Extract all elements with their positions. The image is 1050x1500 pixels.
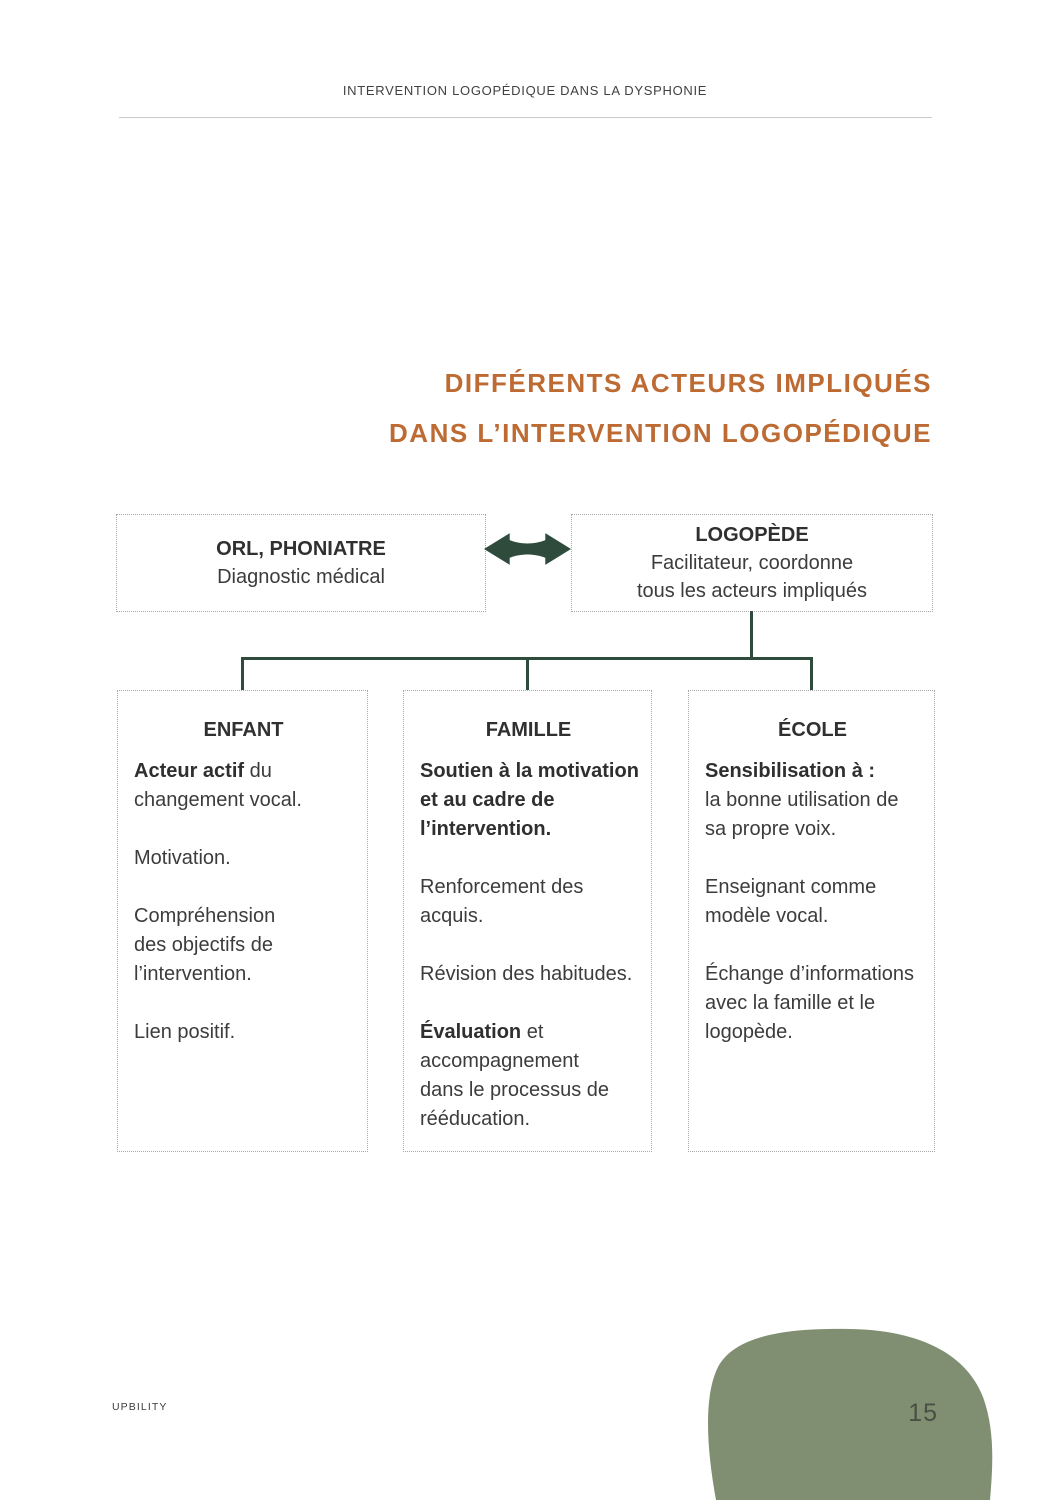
text-line: accompagnement bbox=[420, 1050, 579, 1072]
text-line: l’intervention. bbox=[134, 963, 252, 985]
box-subtitle-line: Facilitateur, coordonne bbox=[650, 552, 854, 574]
text-line: Acteur actif du bbox=[134, 760, 272, 782]
paragraph bbox=[420, 1018, 637, 1134]
decorative-green-blob bbox=[700, 1325, 1005, 1500]
text-line: Révision des habitudes. bbox=[420, 963, 633, 985]
box-ecole bbox=[688, 690, 935, 1152]
box-famille bbox=[403, 690, 652, 1152]
text-line: la bonne utilisation de bbox=[705, 789, 899, 811]
text-line: changement vocal. bbox=[134, 789, 302, 811]
header-divider bbox=[119, 117, 932, 118]
text-line: sa propre voix. bbox=[705, 818, 837, 840]
box-body bbox=[705, 757, 920, 1047]
double-arrow-icon bbox=[484, 531, 571, 567]
text-line: Évaluation et bbox=[420, 1021, 544, 1043]
connector-vertical-logopede bbox=[750, 611, 753, 658]
paragraph bbox=[705, 757, 920, 844]
paragraph bbox=[705, 873, 920, 931]
paragraph bbox=[420, 960, 637, 989]
box-enfant bbox=[117, 690, 368, 1152]
text-line: Lien positif. bbox=[134, 1021, 236, 1043]
box-title: ENFANT bbox=[203, 719, 284, 741]
text-line: modèle vocal. bbox=[705, 905, 829, 927]
page-title bbox=[389, 358, 932, 458]
box-subtitle-line: Diagnostic médical bbox=[217, 566, 385, 588]
text-line: des objectifs de bbox=[134, 934, 273, 956]
text-line: Échange d’informations bbox=[705, 963, 915, 985]
text-line: l’intervention. bbox=[420, 818, 552, 840]
text-line: rééducation. bbox=[420, 1108, 531, 1130]
text-line: avec la famille et le bbox=[705, 992, 876, 1014]
page-header: INTERVENTION LOGOPÉDIQUE DANS LA DYSPHONIE bbox=[342, 83, 708, 98]
box-body bbox=[420, 757, 637, 1134]
paragraph bbox=[420, 757, 637, 844]
box-body bbox=[134, 757, 353, 1047]
box-logopede bbox=[571, 514, 933, 612]
box-title: ORL, PHONIATRE bbox=[216, 538, 386, 560]
page-number: 15 bbox=[908, 1399, 938, 1427]
text-line: dans le processus de bbox=[420, 1079, 610, 1101]
page-title-line1: DIFFÉRENTS ACTEURS IMPLIQUÉS bbox=[444, 368, 932, 398]
box-subtitle bbox=[572, 549, 932, 605]
box-subtitle bbox=[117, 563, 485, 591]
brand-label: UPBILITY bbox=[112, 1401, 168, 1413]
box-title: LOGOPÈDE bbox=[695, 524, 809, 546]
box-subtitle-line: tous les acteurs impliqués bbox=[636, 580, 868, 602]
paragraph bbox=[134, 757, 353, 815]
text-line: logopède. bbox=[705, 1021, 793, 1043]
paragraph bbox=[420, 873, 637, 931]
page-title-line2: DANS L’INTERVENTION LOGOPÉDIQUE bbox=[389, 418, 932, 448]
connector-vertical-famille bbox=[526, 657, 529, 690]
text-line: Soutien à la motivation bbox=[420, 760, 639, 782]
text-line: Renforcement des bbox=[420, 876, 584, 898]
paragraph bbox=[134, 844, 353, 873]
connector-vertical-enfant bbox=[241, 657, 244, 690]
text-line: Compréhension bbox=[134, 905, 276, 927]
connector-vertical-ecole bbox=[810, 657, 813, 690]
box-title: ÉCOLE bbox=[778, 719, 847, 741]
box-title: FAMILLE bbox=[485, 719, 572, 741]
text-line: et au cadre de bbox=[420, 789, 555, 811]
paragraph bbox=[134, 902, 353, 989]
text-line: Sensibilisation à : bbox=[705, 760, 876, 782]
text-line: Enseignant comme bbox=[705, 876, 877, 898]
paragraph bbox=[705, 960, 920, 1047]
text-line: acquis. bbox=[420, 905, 484, 927]
paragraph bbox=[134, 1018, 353, 1047]
box-orl-phoniatre bbox=[116, 514, 486, 612]
text-line: Motivation. bbox=[134, 847, 231, 869]
